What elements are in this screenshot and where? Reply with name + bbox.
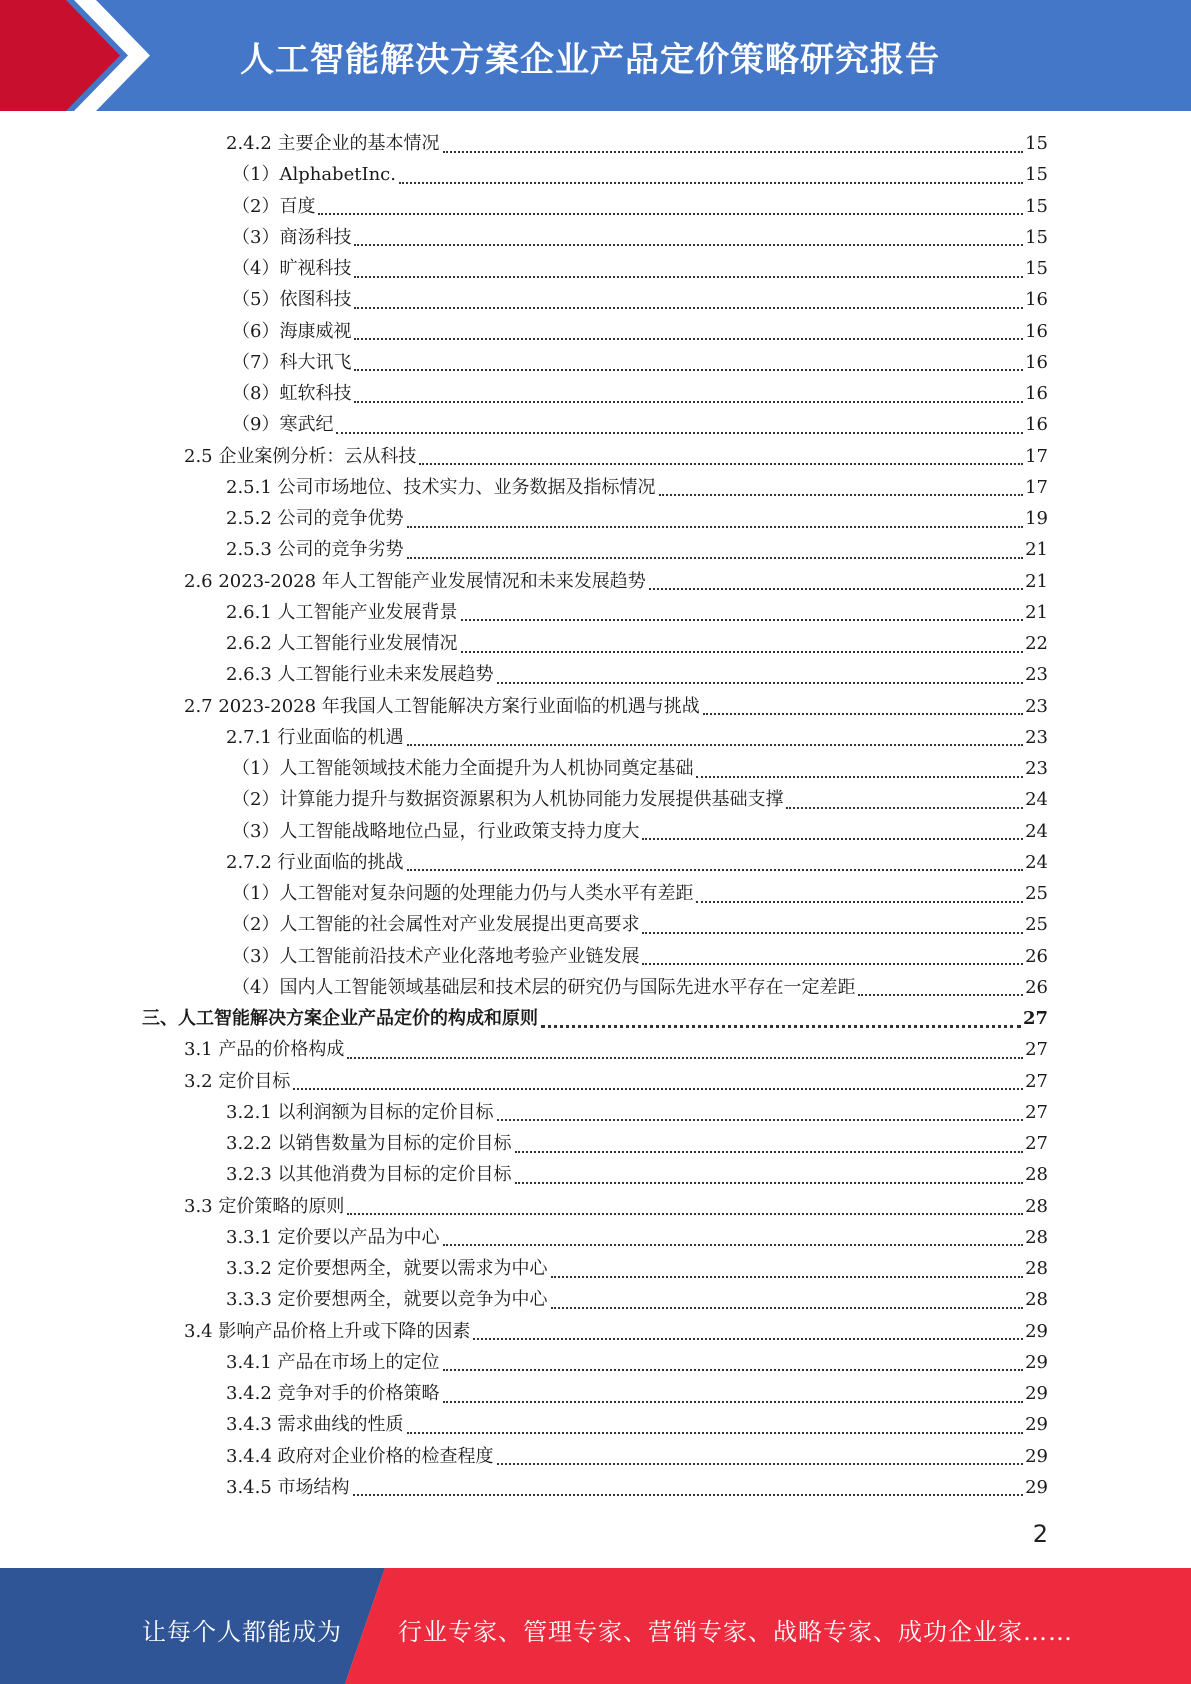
toc-entry[interactable] xyxy=(226,1159,1048,1190)
toc-entry-page: 21 xyxy=(1025,570,1048,592)
toc-dot-leader xyxy=(515,1174,1024,1184)
toc-entry-title: 3.4.5 市场结构 xyxy=(226,1476,350,1498)
toc-dot-leader xyxy=(443,1361,1024,1371)
toc-entry[interactable] xyxy=(226,628,1048,659)
toc-entry-title: （8）虹软科技 xyxy=(232,383,352,404)
page-footer xyxy=(0,1568,1191,1684)
toc-entry[interactable] xyxy=(232,347,1048,378)
toc-dot-leader xyxy=(515,1143,1024,1153)
toc-entry-page: 26 xyxy=(1025,945,1048,967)
toc-entry[interactable] xyxy=(226,1222,1048,1253)
toc-dot-leader xyxy=(354,268,1023,278)
toc-entry-title: （3）商汤科技 xyxy=(232,226,352,248)
toc-entry-page: 24 xyxy=(1025,820,1048,842)
toc-entry-page: 27 xyxy=(1025,1133,1048,1154)
toc-entry[interactable] xyxy=(226,503,1048,534)
toc-entry[interactable] xyxy=(226,1284,1048,1315)
toc-dot-leader xyxy=(551,1268,1024,1278)
toc-entry-title: 3.3.2 定价要想两全，就要以需求为中心 xyxy=(226,1258,548,1279)
toc-chapter-entry[interactable] xyxy=(142,1003,1048,1034)
toc-entry-title: （9）寒武纪 xyxy=(232,414,334,436)
toc-entry-page: 23 xyxy=(1025,758,1048,779)
toc-entry-page: 16 xyxy=(1025,383,1048,404)
toc-dot-leader xyxy=(407,736,1024,746)
toc-entry-title: 3.1 产品的价格构成 xyxy=(184,1039,345,1061)
toc-dot-leader xyxy=(354,299,1023,309)
toc-entry[interactable] xyxy=(232,409,1048,440)
toc-entry-page: 27 xyxy=(1025,1039,1048,1061)
toc-entry-title: 2.4.2 主要企业的基本情况 xyxy=(226,133,440,154)
toc-entry-title: （2）百度 xyxy=(232,195,316,217)
toc-entry-title: （3）人工智能前沿技术产业化落地考验产业链发展 xyxy=(232,945,640,967)
toc-entry-title: （6）海康威视 xyxy=(232,320,352,342)
toc-entry-page: 19 xyxy=(1025,508,1048,529)
toc-entry-page: 24 xyxy=(1025,851,1048,873)
toc-entry-page: 23 xyxy=(1025,695,1048,717)
toc-entry-page: 17 xyxy=(1025,476,1048,498)
toc-dot-leader xyxy=(473,1330,1023,1340)
toc-entry-title: 2.6 2023-2028 年人工智能产业发展情况和未来发展趋势 xyxy=(184,570,646,592)
toc-entry-page: 28 xyxy=(1025,1289,1048,1311)
toc-entry-page: 23 xyxy=(1025,664,1048,686)
toc-entry[interactable] xyxy=(232,191,1048,222)
toc-dot-leader xyxy=(407,861,1024,871)
toc-entry-title: 3.3.3 定价要想两全，就要以竞争为中心 xyxy=(226,1289,548,1311)
toc-entry-title: （1）AlphabetInc. xyxy=(232,164,396,186)
toc-entry-page: 24 xyxy=(1025,789,1048,811)
toc-dot-leader xyxy=(354,236,1023,246)
toc-entry-page: 29 xyxy=(1025,1383,1048,1404)
toc-entry[interactable] xyxy=(232,284,1048,315)
footer-slogan-right: 行业专家、管理专家、营销专家、战略专家、成功企业家…… xyxy=(398,1618,1073,1646)
toc-dot-leader xyxy=(642,830,1023,840)
toc-entry-page: 22 xyxy=(1025,633,1048,654)
toc-dot-leader xyxy=(354,361,1023,371)
toc-entry-page: 28 xyxy=(1025,1226,1048,1248)
toc-entry-page: 15 xyxy=(1025,133,1048,154)
toc-entry-page: 25 xyxy=(1025,914,1048,936)
toc-entry[interactable] xyxy=(184,1066,1048,1097)
toc-entry[interactable] xyxy=(226,1472,1048,1503)
toc-entry-title: （4）旷视科技 xyxy=(232,258,352,279)
toc-entry[interactable] xyxy=(232,941,1048,972)
toc-entry-page: 21 xyxy=(1025,539,1048,561)
toc-entry[interactable] xyxy=(184,1191,1048,1222)
toc-entry[interactable] xyxy=(232,159,1048,190)
chevron-arrow-icon xyxy=(0,0,160,111)
toc-dot-leader xyxy=(354,330,1023,340)
page-header xyxy=(0,0,1191,111)
toc-entry-title: 3.2.1 以利润额为目标的定价目标 xyxy=(226,1101,494,1123)
toc-entry-page: 21 xyxy=(1025,601,1048,623)
toc-entry-page: 15 xyxy=(1025,258,1048,279)
toc-entry-title: 三、人工智能解决方案企业产品定价的构成和原则 xyxy=(142,1008,538,1029)
toc-entry-title: （4）国内人工智能领域基础层和技术层的研究仍与国际先进水平存在一定差距 xyxy=(232,976,856,998)
toc-dot-leader xyxy=(696,893,1023,903)
toc-entry[interactable] xyxy=(226,597,1048,628)
toc-dot-leader xyxy=(786,799,1023,809)
toc-entry-title: 2.5.3 公司的竞争劣势 xyxy=(226,539,404,561)
toc-entry-page: 25 xyxy=(1025,883,1048,904)
toc-entry[interactable] xyxy=(226,1097,1048,1128)
toc-entry-title: （5）依图科技 xyxy=(232,289,352,311)
toc-entry-title: 3.4 影响产品价格上升或下降的因素 xyxy=(184,1320,471,1342)
toc-entry-page: 27 xyxy=(1022,1008,1048,1029)
toc-entry-page: 26 xyxy=(1025,976,1048,998)
page-number: 2 xyxy=(1032,1520,1048,1548)
toc-entry-title: 2.7.2 行业面临的挑战 xyxy=(226,851,404,873)
toc-entry-title: 3.4.1 产品在市场上的定位 xyxy=(226,1351,440,1373)
toc-entry-title: 3.4.4 政府对企业价格的检查程度 xyxy=(226,1445,494,1467)
toc-dot-leader xyxy=(649,580,1023,590)
toc-entry-page: 17 xyxy=(1025,445,1048,467)
toc-entry[interactable] xyxy=(226,472,1048,503)
toc-entry-page: 16 xyxy=(1025,320,1048,342)
toc-entry-title: 3.3.1 定价要以产品为中心 xyxy=(226,1226,440,1248)
toc-entry[interactable] xyxy=(226,659,1048,690)
toc-entry-title: 3.2.2 以销售数量为目标的定价目标 xyxy=(226,1133,512,1154)
toc-dot-leader xyxy=(293,1080,1023,1090)
toc-entry-title: 3.2.3 以其他消费为目标的定价目标 xyxy=(226,1164,512,1186)
toc-entry[interactable] xyxy=(226,1409,1048,1440)
toc-entry-page: 15 xyxy=(1025,164,1048,186)
toc-entry[interactable] xyxy=(232,909,1048,940)
toc-entry[interactable] xyxy=(226,128,1048,159)
toc-dot-leader xyxy=(353,1486,1024,1496)
toc-entry[interactable] xyxy=(226,1347,1048,1378)
toc-dot-leader xyxy=(318,205,1023,215)
toc-entry[interactable] xyxy=(184,1034,1048,1065)
toc-entry-title: 3.2 定价目标 xyxy=(184,1070,291,1092)
toc-dot-leader xyxy=(461,611,1024,621)
toc-entry-page: 29 xyxy=(1025,1351,1048,1373)
toc-dot-leader xyxy=(347,1205,1023,1215)
toc-dot-leader xyxy=(541,1017,1021,1028)
toc-entry-page: 16 xyxy=(1025,414,1048,436)
toc-entry[interactable] xyxy=(232,378,1048,409)
toc-entry-page: 27 xyxy=(1025,1101,1048,1123)
toc-entry[interactable] xyxy=(232,222,1048,253)
toc-entry[interactable] xyxy=(184,691,1048,722)
toc-entry-title: （2）人工智能的社会属性对产业发展提出更高要求 xyxy=(232,914,640,936)
toc-entry[interactable] xyxy=(232,753,1048,784)
toc-entry-title: 2.7.1 行业面临的机遇 xyxy=(226,726,404,748)
toc-entry[interactable] xyxy=(232,253,1048,284)
toc-dot-leader xyxy=(696,768,1023,778)
toc-dot-leader xyxy=(407,518,1024,528)
toc-entry-page: 15 xyxy=(1025,226,1048,248)
toc-entry-page: 29 xyxy=(1025,1320,1048,1342)
toc-entry-page: 28 xyxy=(1025,1258,1048,1279)
toc-entry[interactable] xyxy=(184,441,1048,472)
toc-dot-leader xyxy=(703,705,1023,715)
toc-dot-leader xyxy=(497,674,1024,684)
toc-entry-title: （1）人工智能对复杂问题的处理能力仍与人类水平有差距 xyxy=(232,883,694,904)
toc-entry[interactable] xyxy=(226,847,1048,878)
toc-entry-title: 2.6.1 人工智能产业发展背景 xyxy=(226,601,458,623)
toc-entry-title: 2.6.3 人工智能行业未来发展趋势 xyxy=(226,664,494,686)
toc-dot-leader xyxy=(858,986,1023,996)
toc-dot-leader xyxy=(399,174,1023,184)
toc-entry-title: 2.7 2023-2028 年我国人工智能解决方案行业面临的机遇与挑战 xyxy=(184,695,700,717)
toc-entry-title: （3）人工智能战略地位凸显，行业政策支持力度大 xyxy=(232,820,640,842)
toc-dot-leader xyxy=(443,1236,1024,1246)
toc-entry[interactable] xyxy=(232,972,1048,1003)
toc-entry-page: 29 xyxy=(1025,1414,1048,1436)
toc-entry[interactable] xyxy=(232,816,1048,847)
toc-entry-title: 3.3 定价策略的原则 xyxy=(184,1195,345,1217)
toc-dot-leader xyxy=(659,486,1024,496)
toc-entry-title: 2.5 企业案例分析：云从科技 xyxy=(184,445,417,467)
toc-entry-page: 27 xyxy=(1025,1070,1048,1092)
toc-entry-page: 16 xyxy=(1025,289,1048,311)
toc-entry-title: 2.6.2 人工智能行业发展情况 xyxy=(226,633,458,654)
report-title: 人工智能解决方案企业产品定价策略研究报告 xyxy=(240,40,940,80)
toc-entry-title: （1）人工智能领域技术能力全面提升为人机协同奠定基础 xyxy=(232,758,694,779)
toc-dot-leader xyxy=(551,1299,1024,1309)
toc-entry-title: （2）计算能力提升与数据资源累积为人机协同能力发展提供基础支撑 xyxy=(232,789,784,811)
toc-dot-leader xyxy=(443,143,1024,153)
toc-entry[interactable] xyxy=(226,534,1048,565)
toc-dot-leader xyxy=(407,549,1024,559)
toc-entry-page: 28 xyxy=(1025,1164,1048,1186)
toc-entry[interactable] xyxy=(226,1253,1048,1284)
toc-entry-title: （7）科大讯飞 xyxy=(232,351,352,373)
toc-entry[interactable] xyxy=(226,1441,1048,1472)
toc-entry-page: 29 xyxy=(1025,1445,1048,1467)
toc-dot-leader xyxy=(407,1424,1024,1434)
toc-dot-leader xyxy=(642,955,1023,965)
toc-dot-leader xyxy=(497,1111,1024,1121)
toc-entry-page: 28 xyxy=(1025,1195,1048,1217)
toc-dot-leader xyxy=(642,924,1023,934)
toc-entry[interactable] xyxy=(232,316,1048,347)
toc-dot-leader xyxy=(354,393,1023,403)
toc-entry[interactable] xyxy=(232,878,1048,909)
toc-dot-leader xyxy=(336,424,1023,434)
toc-dot-leader xyxy=(419,455,1023,465)
toc-entry-page: 16 xyxy=(1025,351,1048,373)
toc-entry-page: 23 xyxy=(1025,726,1048,748)
toc-entry[interactable] xyxy=(226,722,1048,753)
toc-entry-title: 3.4.3 需求曲线的性质 xyxy=(226,1414,404,1436)
toc-dot-leader xyxy=(497,1455,1024,1465)
toc-dot-leader xyxy=(347,1049,1023,1059)
toc-entry[interactable] xyxy=(232,784,1048,815)
toc-entry[interactable] xyxy=(226,1378,1048,1409)
toc-dot-leader xyxy=(461,643,1024,653)
toc-dot-leader xyxy=(443,1393,1024,1403)
footer-slogan-left: 让每个人都能成为 xyxy=(142,1618,342,1646)
toc-entry[interactable] xyxy=(226,1128,1048,1159)
toc-entry-page: 15 xyxy=(1025,195,1048,217)
toc-entry-title: 3.4.2 竞争对手的价格策略 xyxy=(226,1383,440,1404)
toc-entry-title: 2.5.2 公司的竞争优势 xyxy=(226,508,404,529)
toc-entry[interactable] xyxy=(184,566,1048,597)
toc-entry-title: 2.5.1 公司市场地位、技术实力、业务数据及指标情况 xyxy=(226,476,656,498)
toc-entry[interactable] xyxy=(184,1316,1048,1347)
toc-entry-page: 29 xyxy=(1025,1476,1048,1498)
